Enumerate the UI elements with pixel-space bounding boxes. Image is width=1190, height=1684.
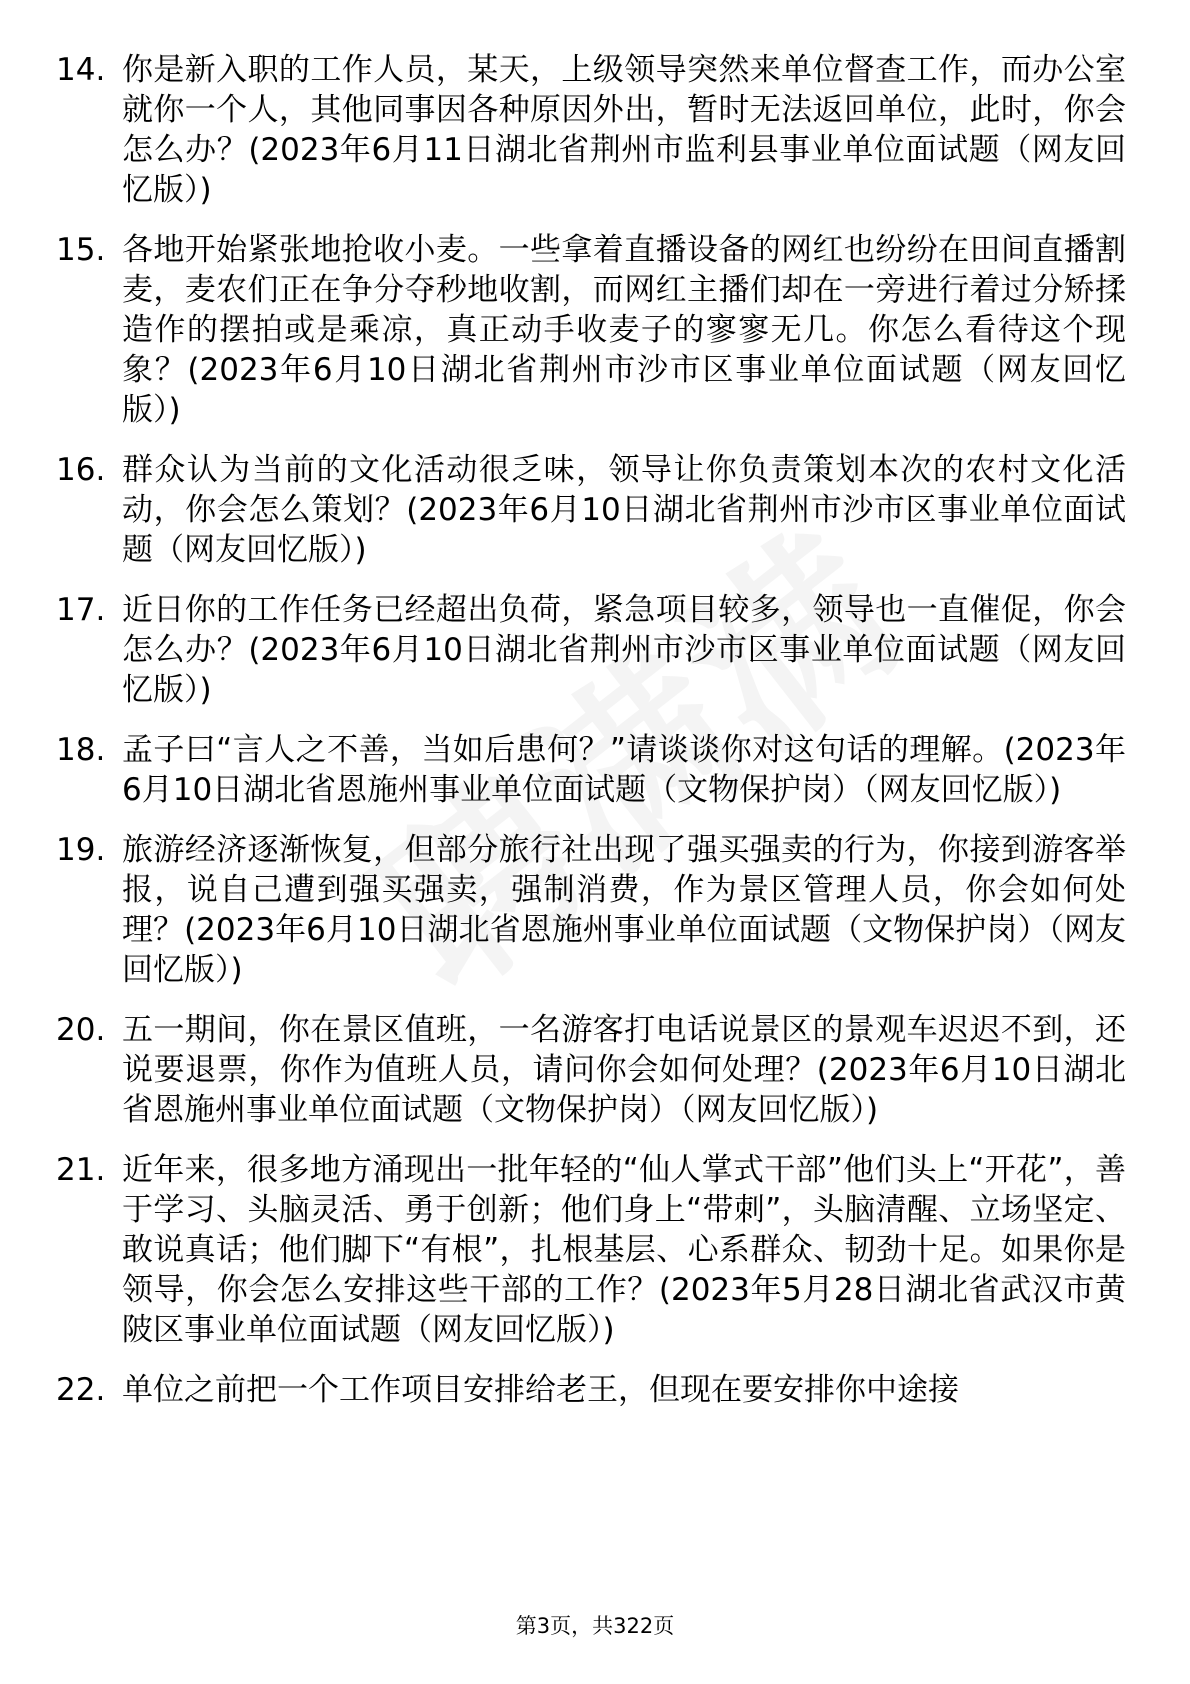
question-number: 15. xyxy=(56,232,106,268)
question-number: 20. xyxy=(56,1012,106,1048)
question-text: 五一期间，你在景区值班，一名游客打电话说景区的景观车迟迟不到，还说要退票，你作为值班人员，请问你会如何处理？(2023年6月10日湖北省恩施州事业单位面试题（文物保护岗）（网友回忆版）) xyxy=(122,1012,1126,1128)
question-text: 单位之前把一个工作项目安排给老王，但现在要安排你中途接 xyxy=(122,1372,959,1408)
question-text: 近日你的工作任务已经超出负荷，紧急项目较多，领导也一直催促，你会怎么办？(2023年6月10日湖北省荆州市沙市区事业单位面试题（网友回忆版）) xyxy=(122,592,1126,708)
question-number: 21. xyxy=(56,1152,106,1188)
question-item-17 xyxy=(56,590,1126,710)
question-item-16 xyxy=(56,450,1126,570)
question-text: 孟子曰“言人之不善，当如后患何？”请谈谈你对这句话的理解。(2023年6月10日湖北省恩施州事业单位面试题（文物保护岗）（网友回忆版）) xyxy=(122,732,1126,808)
question-number: 22. xyxy=(56,1372,106,1408)
question-number: 16. xyxy=(56,452,106,488)
question-list xyxy=(56,50,1126,1430)
question-number: 17. xyxy=(56,592,106,628)
question-text: 你是新入职的工作人员，某天，上级领导突然来单位督查工作，而办公室就你一个人，其他同事因各种原因外出，暂时无法返回单位，此时，你会怎么办？(2023年6月11日湖北省荆州市监利县事业单位面试题（网友回忆版）) xyxy=(122,52,1126,208)
question-number: 14. xyxy=(56,52,106,88)
question-item-18 xyxy=(56,730,1126,810)
question-item-14 xyxy=(56,50,1126,210)
question-item-20 xyxy=(56,1010,1126,1130)
question-number: 19. xyxy=(56,832,106,868)
question-item-22 xyxy=(56,1370,1126,1410)
question-text: 旅游经济逐渐恢复，但部分旅行社出现了强买强卖的行为，你接到游客举报，说自己遭到强买强卖，强制消费，作为景区管理人员，你会如何处理？(2023年6月10日湖北省恩施州事业单位面试题（文物保护岗）（网友回忆版）) xyxy=(122,832,1126,988)
page-number-label: 第3页，共322页 xyxy=(515,1614,675,1638)
question-text: 群众认为当前的文化活动很乏味，领导让你负责策划本次的农村文化活动，你会怎么策划？(2023年6月10日湖北省荆州市沙市区事业单位面试题（网友回忆版）) xyxy=(122,452,1126,568)
question-item-15 xyxy=(56,230,1126,430)
question-item-21 xyxy=(56,1150,1126,1350)
question-text: 近年来，很多地方涌现出一批年轻的“仙人掌式干部”他们头上“开花”，善于学习、头脑灵活、勇于创新；他们身上“带刺”，头脑清醒、立场坚定、敢说真话；他们脚下“有根”，扎根基层、心系群众、韧劲十足。如果你是领导，你会怎么安排这些干部的工作？(2023年5月28日湖北省武汉市黄陂区事业单位面试题（网友回忆版）) xyxy=(122,1152,1126,1348)
page-footer xyxy=(0,1612,1190,1640)
question-item-19 xyxy=(56,830,1126,990)
question-text: 各地开始紧张地抢收小麦。一些拿着直播设备的网红也纷纷在田间直播割麦，麦农们正在争分夺秒地收割，而网红主播们却在一旁进行着过分矫揉造作的摆拍或是乘凉，真正动手收麦子的寥寥无几。你怎么看待这个现象？(2023年6月10日湖北省荆州市沙市区事业单位面试题（网友回忆版）) xyxy=(122,232,1126,428)
question-number: 18. xyxy=(56,732,106,768)
